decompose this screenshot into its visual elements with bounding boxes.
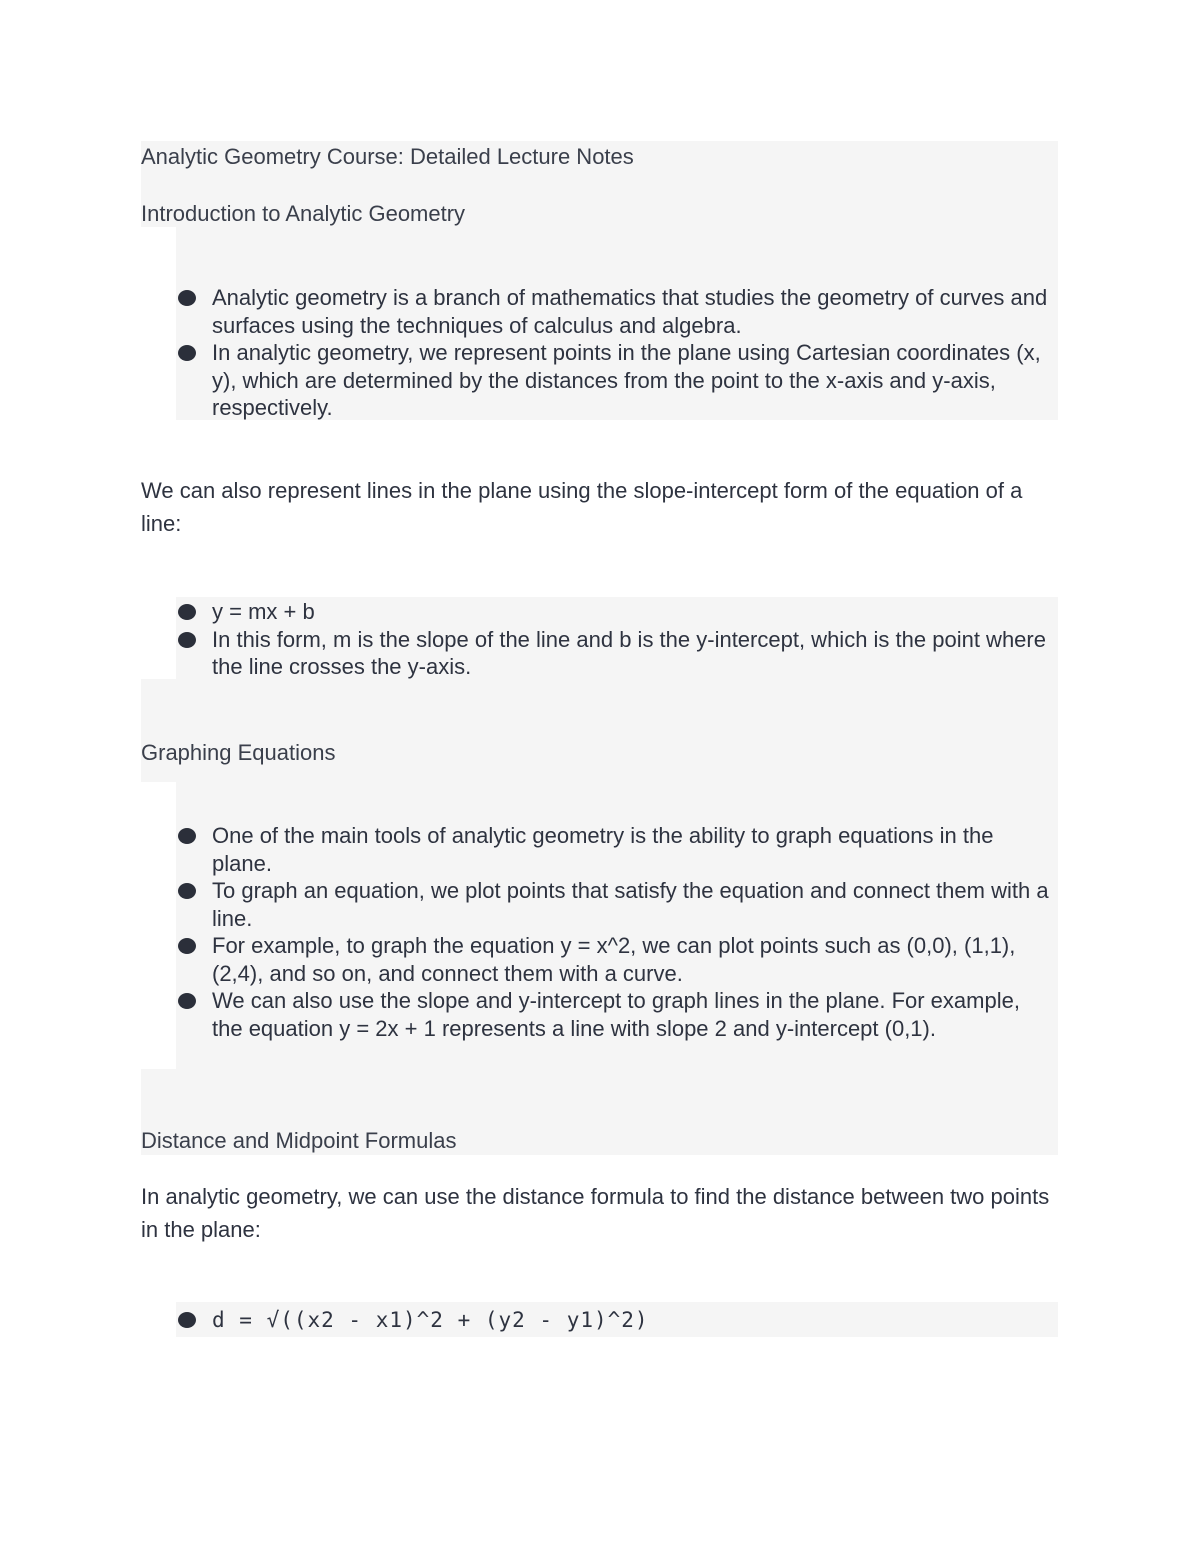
list-item: We can also use the slope and y-intercept to graph lines in the plane. For example, the equation y = 2x + 1 represents a line with slope 2 and y-intercept (0,1). [176,987,1056,1042]
formula-bullet-list [176,1306,1056,1335]
bullet-icon [178,632,196,648]
list-item: One of the main tools of analytic geometry is the ability to graph equations in the plane. [176,822,1056,877]
bullet-icon [178,604,196,620]
list-item: In this form, m is the slope of the line and b is the y-intercept, which is the point where the line crosses the y-axis. [176,626,1056,681]
section-heading-graphing: Graphing Equations [141,740,336,765]
bullet-icon [178,938,196,954]
list-item: For example, to graph the equation y = x^2, we can plot points such as (0,0), (1,1), (2,4), and so on, and connect them with a curve. [176,932,1056,987]
list-item [176,1306,1056,1335]
list-item: To graph an equation, we plot points that satisfy the equation and connect them with a line. [176,877,1056,932]
section-heading-intro: Introduction to Analytic Geometry [141,201,466,226]
distance-paragraph: In analytic geometry, we can use the distance formula to find the distance between two points in the plane: [141,1184,1050,1242]
graphing-bullet-list [176,822,1056,1042]
bullet-icon [178,828,196,844]
bullet-icon [178,883,196,899]
intro-bullet-list [176,284,1056,422]
slope-intercept-paragraph: We can also represent lines in the plane using the slope-intercept form of the equation of a line: [141,478,1023,536]
shade-block-graphing-heading [141,679,1058,782]
section-heading-distance: Distance and Midpoint Formulas [141,1128,457,1153]
list-item: Analytic geometry is a branch of mathematics that studies the geometry of curves and surfaces using the techniques of calculus and algebra. [176,284,1056,339]
list-item: In analytic geometry, we represent points in the plane using Cartesian coordinates (x, y), which are determined by the distances from the point to the x-axis and y-axis, respectively. [176,339,1056,422]
line-bullet-list [176,598,1056,681]
bullet-icon [178,993,196,1009]
bullet-icon [178,290,196,306]
bullet-icon [178,345,196,361]
document-title: Analytic Geometry Course: Detailed Lecture Notes [141,144,634,169]
list-item: y = mx + b [176,598,1056,626]
distance-formula: d = √((x2 - x1)^2 + (y2 - y1)^2) [212,1308,649,1332]
bullet-icon [178,1312,196,1328]
